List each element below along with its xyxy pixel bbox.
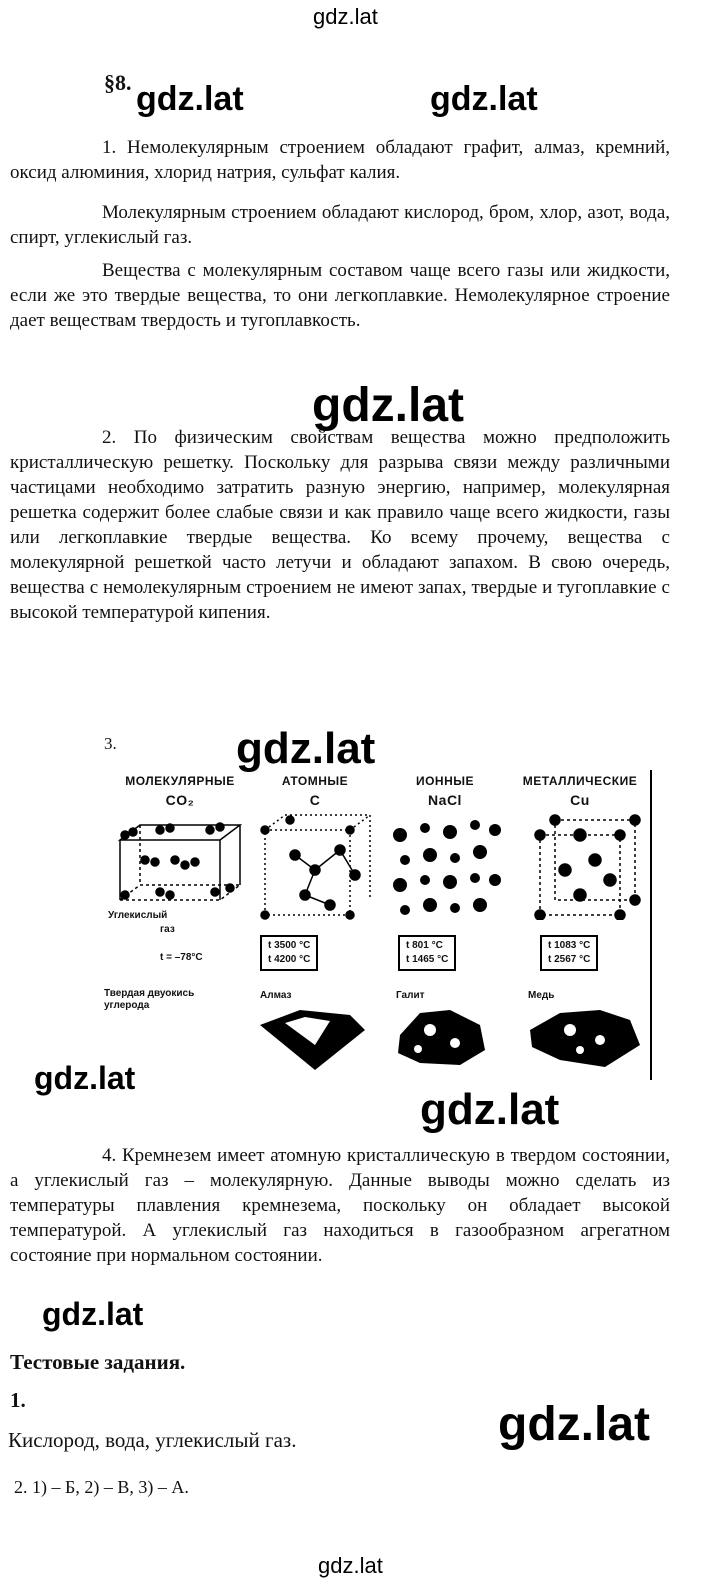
diamond-temp-1: t 3500 °C — [268, 940, 311, 951]
watermark-8: gdz.lat — [498, 1398, 650, 1451]
watermark-4: gdz.lat — [236, 724, 376, 773]
paragraph-3: Вещества с молекулярным составом чаще всего газы или жидкости, если же это твердые вещества, то они легкоплавкие. Немолекулярное строение дает веществам твердость и тугоплавкость. — [10, 260, 670, 331]
nacl-temp-2: t 1465 °C — [406, 954, 449, 965]
lattice-drawings — [100, 810, 650, 920]
watermark-1: gdz.lat — [136, 80, 244, 118]
section-number: §8. — [104, 70, 132, 95]
watermark-bottom: gdz.lat — [318, 1553, 383, 1578]
diamond-lattice — [261, 815, 370, 919]
copper-label: Медь — [528, 990, 555, 1001]
dry-ice-label-1: Твердая двуокись — [104, 988, 195, 999]
diamond-temperature-box — [260, 935, 318, 971]
paragraph-5: 4. Кремнезем имеет атомную кристаллическую в твердом состоянии, а углекислый газ – молекулярную. Данные выводы можно сделать из температуры плавления кремнезема, поскольку он обладает высокой температурой. А углекислый газ находиться в газообразном агрегатном состояние при нормальном состоянии. — [10, 1145, 670, 1266]
dry-ice-label-2: углерода — [104, 1000, 150, 1011]
cu-temp-2: t 2567 °C — [548, 954, 591, 965]
figure-border — [650, 770, 652, 1080]
paragraph-2: Молекулярным строением обладают кислород, бром, хлор, азот, вода, спирт, углекислый газ. — [10, 202, 670, 248]
cu-lattice — [535, 815, 640, 920]
cu-temp-1: t 1083 °C — [548, 940, 591, 951]
column-title-ionic: ИОННЫЕ — [415, 774, 475, 788]
test-1-answer: Кислород, вода, углекислый газ. — [8, 1428, 297, 1452]
co2-name-line1: Углекислый — [108, 910, 168, 921]
co2-lattice — [120, 823, 240, 900]
paragraph-1: 1. Немолекулярным строением обладают графит, алмаз, кремний, оксид алюминия, хлорид натрия, сульфат калия. — [10, 137, 670, 183]
co2-temperature: t = –78°C — [160, 952, 203, 963]
test-1-label: 1. — [10, 1388, 26, 1412]
cu-temperature-box — [540, 935, 598, 971]
column-formula-co2: CO₂ — [165, 792, 195, 808]
column-title-molecular: МОЛЕКУЛЯРНЫЕ — [125, 774, 235, 788]
nacl-temp-1: t 801 °C — [406, 940, 443, 951]
paragraph-4: 2. По физическим свойствам вещества можно предположить кристаллическую решетку. Поскольку для разрыва связи между различными частицами необходимо затратить разную энергию, например, молекулярная решетка содержит более слабые связи и как правило чаще всего жидкости, газы или легкоплавкие твердые вещества. Ко всему прочему, вещества с молекулярной решеткой часто летучи и обладают запахом. В свою очередь, вещества с немолекулярным строением не имеют запах, твердые и тугоплавкие с высокой температурой кипения. — [10, 427, 670, 623]
nacl-temperature-box — [398, 935, 456, 971]
test-2-answer: 2. 1) – Б, 2) – В, 3) – А. — [14, 1477, 189, 1497]
copper-sample-icon — [530, 1010, 640, 1067]
column-title-metallic: МЕТАЛЛИЧЕСКИЕ — [522, 774, 638, 788]
column-formula-cu: Cu — [570, 792, 590, 808]
halite-label: Галит — [396, 990, 425, 1001]
watermark-3: gdz.lat — [312, 379, 464, 432]
column-formula-c: C — [309, 792, 321, 808]
crystal-lattice-figure — [100, 770, 660, 1080]
watermark-6: gdz.lat — [420, 1085, 560, 1134]
halite-sample-icon — [398, 1010, 485, 1065]
nacl-lattice — [393, 820, 501, 915]
watermark-2: gdz.lat — [430, 80, 538, 118]
diamond-label: Алмаз — [260, 990, 292, 1001]
mineral-samples — [100, 1005, 650, 1080]
diamond-sample-icon — [260, 1010, 365, 1070]
watermark-7: gdz.lat — [42, 1296, 144, 1332]
diamond-temp-2: t 4200 °C — [268, 954, 311, 965]
figure-label: 3. — [104, 734, 117, 753]
tests-heading: Тестовые задания. — [10, 1350, 186, 1374]
co2-name-line2: газ — [160, 924, 175, 935]
watermark-top: gdz.lat — [313, 4, 378, 29]
column-title-atomic: АТОМНЫЕ — [281, 774, 349, 788]
column-formula-nacl: NaCl — [428, 792, 462, 808]
watermark-5: gdz.lat — [34, 1060, 136, 1096]
